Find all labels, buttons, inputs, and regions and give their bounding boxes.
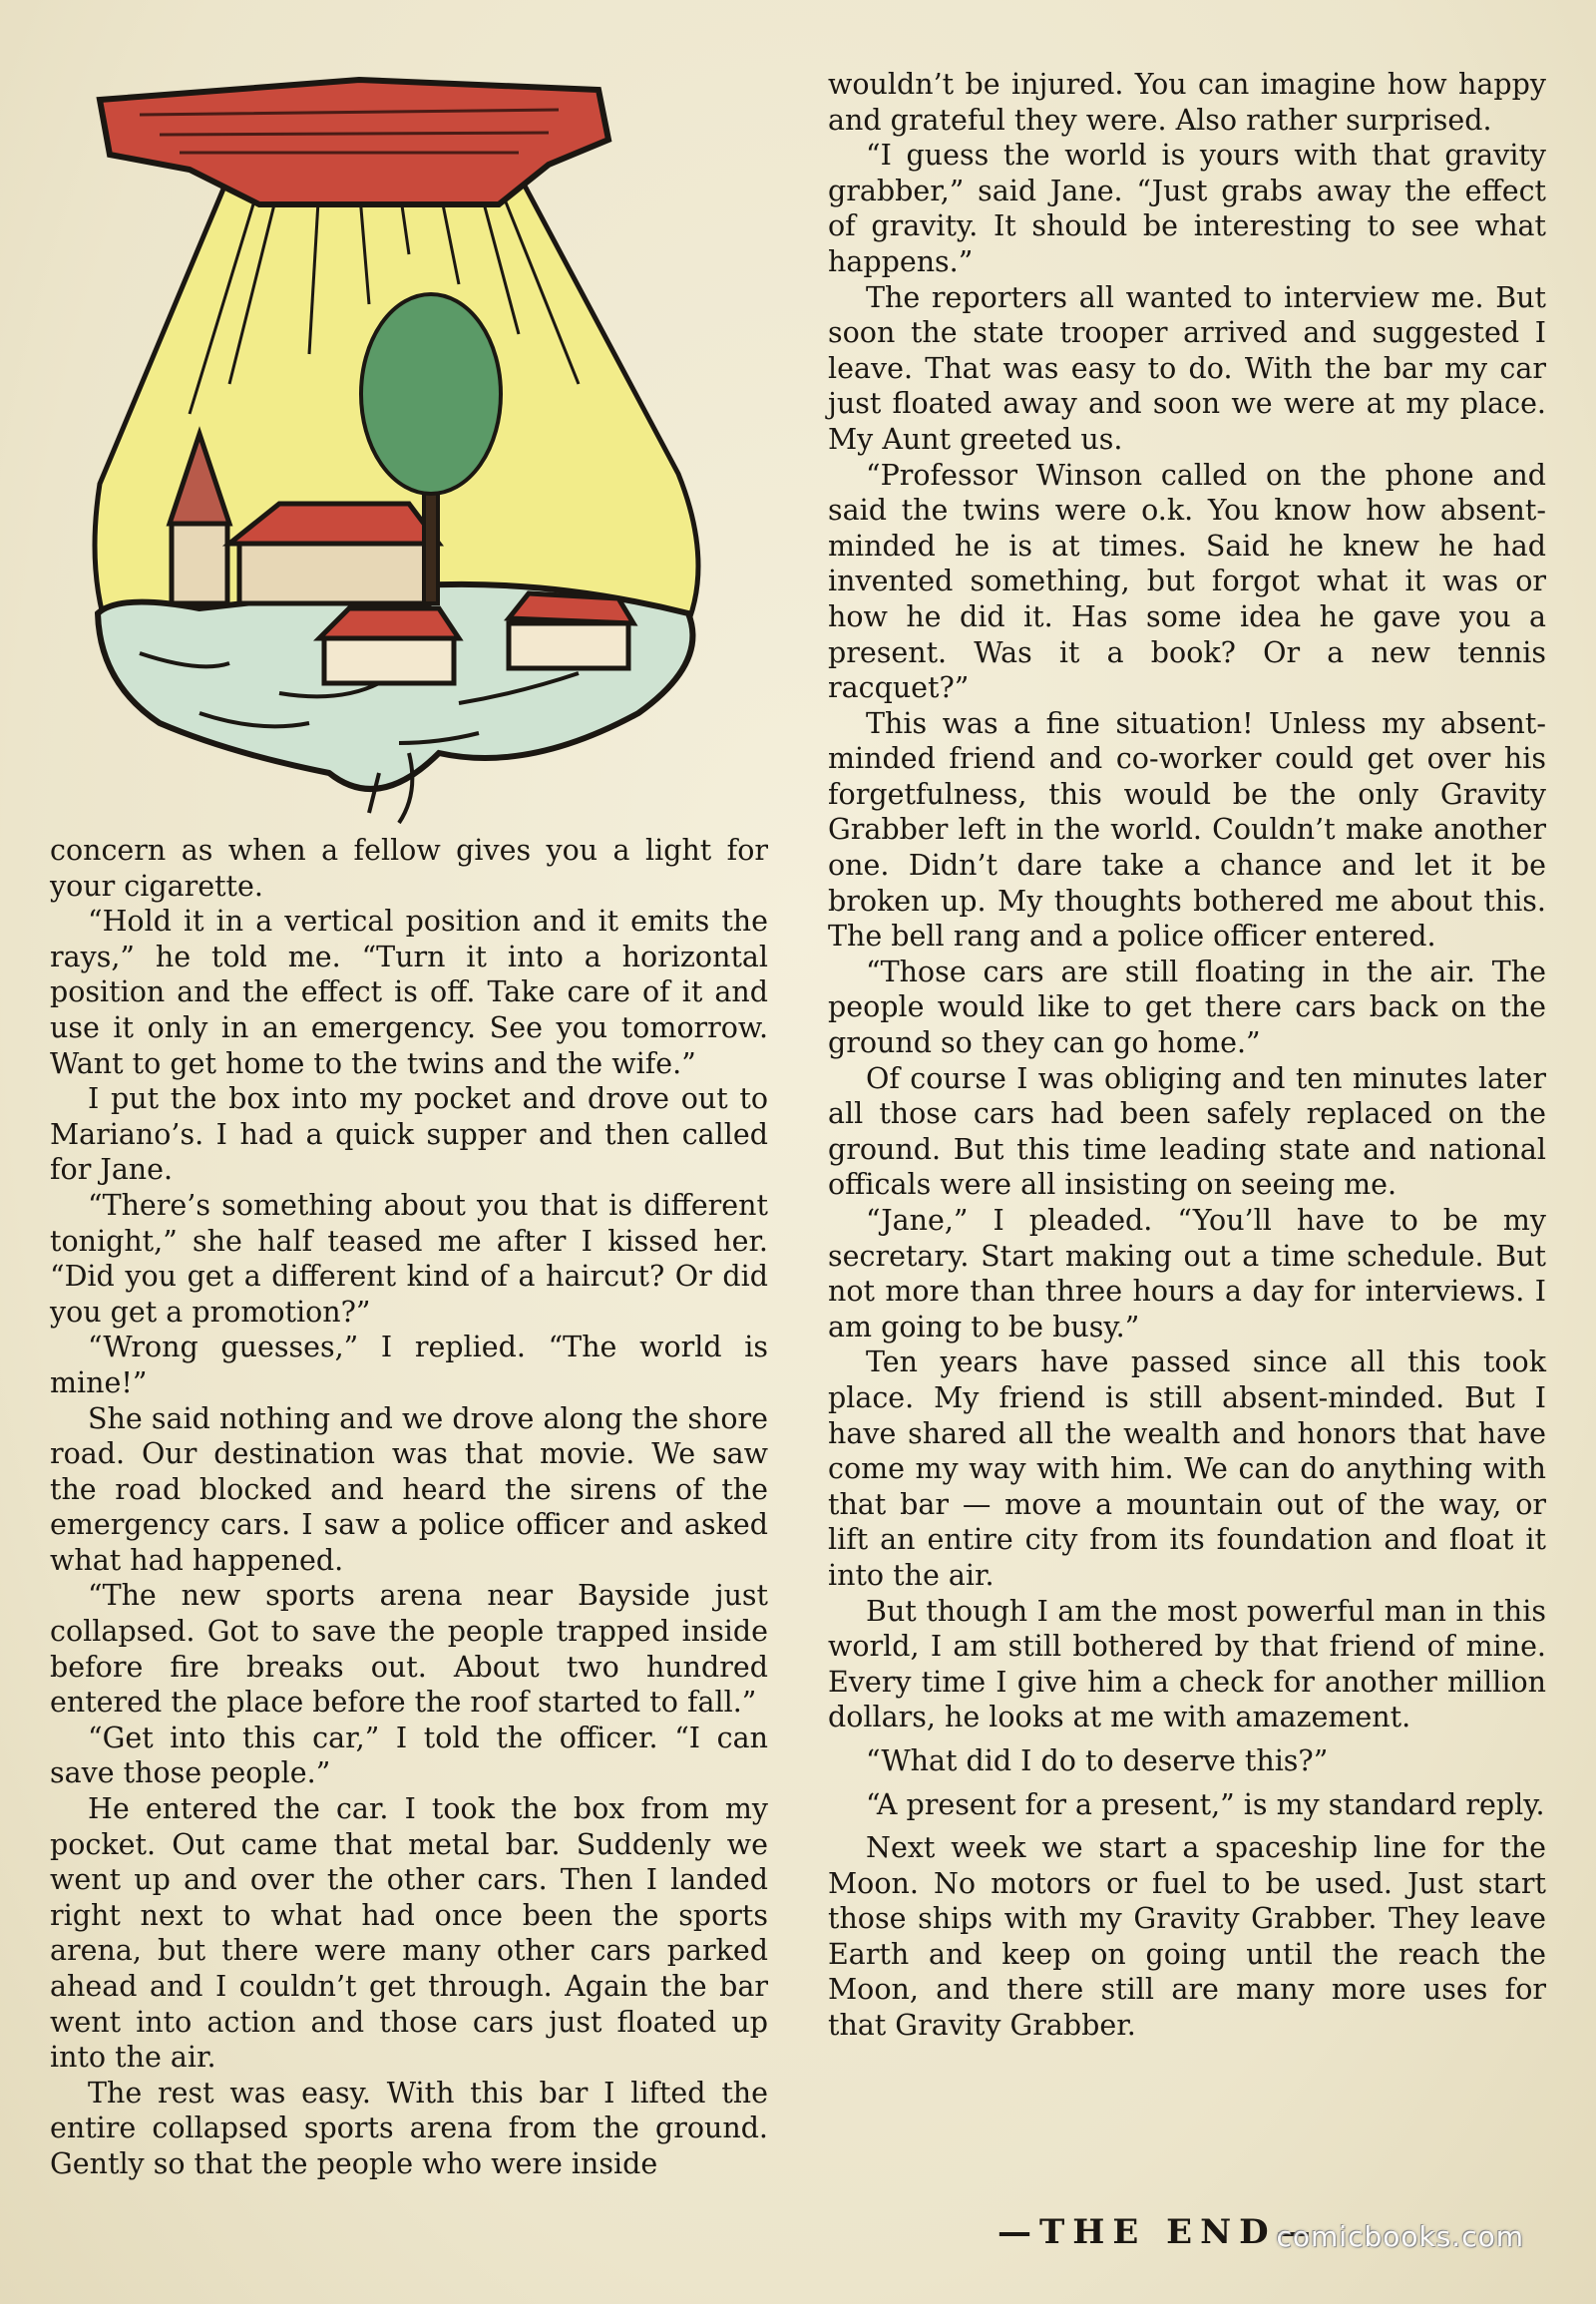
paragraph: “Professor Winson called on the phone and said the twins were o.k. You know how absent-minded he is at times. Said he knew he had invented something, but forgot what it was or how he did it. Has some idea he gave you a present. Was it a book? Or a new tennis racquet?” [828, 458, 1546, 705]
paragraph: This was a fine situation! Unless my absent-minded friend and co-worker could get over his forgetfulness, this would be the only Gravity Grabber left in the world. Couldn’t make another one. Didn’t dare take a chance and let it be broken up. My thoughts bothered me about this. The bell rang and a police officer entered. [828, 706, 1546, 954]
paragraph: “A present for a present,” is my standard reply. [866, 1787, 1545, 1821]
gravity-grabber-illustration [80, 55, 768, 843]
right-text-column [828, 67, 1546, 2044]
the-end-label: —THE END— [998, 2212, 1319, 2252]
paragraph: “There’s something about you that is different tonight,” she half teased me after I kissed her. “Did you get a different kind of a haircut? Or did you get a promotion?” [50, 1188, 768, 1329]
paragraph: “Wrong guesses,” I replied. “The world is mine!” [50, 1331, 768, 1399]
paragraph: “The new sports arena near Bayside just collapsed. Got to save the people trapped inside before fire breaks out. About two hundred entered the place before the roof started to fall.” [50, 1579, 768, 1720]
paragraph: wouldn’t be injured. You can imagine how happy and grateful they were. Also rather surprised. [828, 68, 1546, 137]
watermark: comicbooks.com [1276, 2220, 1524, 2253]
paragraph: Next week we start a spaceship line for the Moon. No motors or fuel to be used. Just start those ships with my Gravity Grabber. They leave Earth and keep on going until the reach the Moon, and there still are many more uses for that Gravity Grabber. [828, 1831, 1546, 2043]
paragraph: I put the box into my pocket and drove out to Mariano’s. I had a quick supper and then called for Jane. [50, 1082, 768, 1187]
paragraph: Ten years have passed since all this took place. My friend is still absent-minded. But I have shared all the wealth and honors that have come my way with him. We can do anything with that bar — move a mountain out of the way, or lift an entire city from its foundation and float it into the air. [828, 1345, 1546, 1592]
paragraph: She said nothing and we drove along the shore road. Our destination was that movie. We saw the road blocked and heard the sirens of the emergency cars. I saw a police officer and asked what had happened. [50, 1401, 768, 1577]
paragraph: Of course I was obliging and ten minutes later all those cars had been safely replaced on the ground. But this time leading state and national officals were all insisting on seeing me. [828, 1061, 1546, 1202]
paragraph: concern as when a fellow gives you a light for your cigarette. [50, 834, 768, 903]
paragraph: “What did I do to deserve this?” [866, 1743, 1329, 1777]
paragraph: He entered the car. I took the box from my pocket. Out came that metal bar. Suddenly we went up and over the other cars. Then I landed right next to what had once been the sports arena, but there were many other cars parked ahead and I couldn’t get through. Again the bar went into action and those cars just floated up into the air. [50, 1792, 768, 2075]
paragraph: “Hold it in a vertical position and it emits the rays,” he told me. “Turn it into a horizontal position and the effect is off. Take care of it and use it only in an emergency. See you tomorrow. Want to get home to the twins and the wife.” [50, 905, 768, 1080]
paragraph: “Those cars are still floating in the air. The people would like to get there cars back on the ground so they can go home.” [828, 955, 1546, 1060]
left-text-column [50, 833, 768, 2182]
metal-bar [100, 80, 608, 204]
paragraph: “Jane,” I pleaded. “You’ll have to be my secretary. Start making out a time schedule. But not more than three hours a day for interviews. I am going to be busy.” [828, 1204, 1546, 1344]
paragraph: “Get into this car,” I told the officer. “I can save those people.” [50, 1721, 768, 1790]
paragraph: The reporters all wanted to interview me. But soon the state trooper arrived and suggested I leave. That was easy to do. With the bar my car just floated away and soon we were at my place. My Aunt greeted us. [828, 280, 1546, 456]
paragraph: But though I am the most powerful man in this world, I am still bothered by that friend of mine. Every time I give him a check for another million dollars, he looks at me with amazement. [828, 1594, 1546, 1734]
paragraph: The rest was easy. With this bar I lifted the entire collapsed sports arena from the ground. Gently so that the people who were inside [50, 2076, 768, 2180]
paragraph: “I guess the world is yours with that gravity grabber,” said Jane. “Just grabs away the effect of gravity. It should be interesting to see what happens.” [828, 139, 1546, 278]
